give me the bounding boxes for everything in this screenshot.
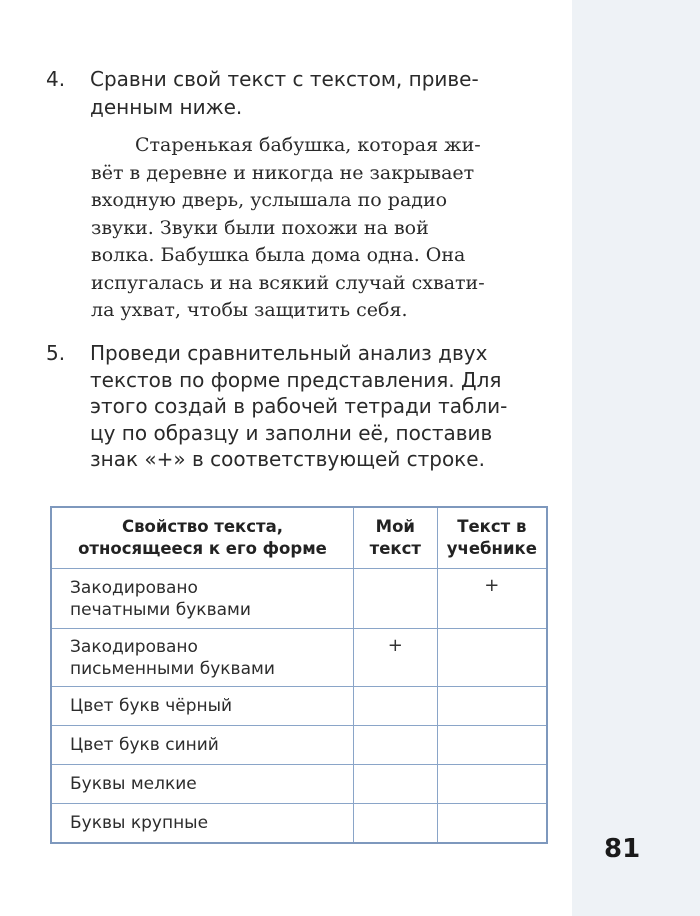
table-row: [51, 687, 547, 726]
textbook-mark-cell: [437, 629, 547, 687]
property-cell: [51, 629, 353, 687]
textbook-mark-cell: [437, 804, 547, 843]
header-property-line-1: Свойство текста,: [121, 517, 283, 536]
task-5-line-4: цу по образцу и заполни её, поставив: [90, 420, 493, 445]
my-text-mark-cell: [353, 569, 437, 629]
task-4-line-2: денным ниже.: [90, 95, 243, 119]
property-line-2: письменными буквами: [70, 658, 275, 679]
header-textbook-line-1: Текст в: [457, 517, 527, 536]
task-4-number: 4.: [46, 67, 66, 91]
table-row: [51, 804, 547, 843]
header-textbook-line-2: учебнике: [446, 539, 537, 558]
page-margin-strip: [572, 0, 700, 916]
task-5-line-1: Проведи сравнительный анализ двух: [90, 341, 488, 365]
property-cell: Буквы мелкие: [51, 765, 353, 804]
task-5-line-5: знак «+» в соответствующей строке.: [90, 447, 485, 471]
textbook-mark-cell: [437, 687, 547, 726]
table-row: [51, 629, 547, 687]
task-5-line-3: этого создай в рабочей тетради табли-: [90, 394, 508, 418]
property-cell: Цвет букв синий: [51, 726, 353, 765]
property-line-1: Закодировано: [70, 577, 198, 598]
header-my-text-line-1: Мой: [375, 517, 415, 536]
sample-text-line-6: испугалась и на всякий случай схвати-: [91, 271, 485, 294]
my-text-mark-cell: [353, 804, 437, 843]
table-row: [51, 726, 547, 765]
table-header-row: [51, 507, 547, 569]
my-text-mark-cell: [353, 726, 437, 765]
header-property: [51, 507, 353, 569]
property-cell: Буквы крупные: [51, 804, 353, 843]
sample-text-line-2: вёт в деревне и никогда не закрывает: [91, 161, 475, 184]
task-5: [46, 340, 556, 480]
table-row: [51, 569, 547, 629]
header-my-text: [353, 507, 437, 569]
my-text-mark-cell: [353, 765, 437, 804]
textbook-mark-cell: +: [437, 569, 547, 629]
header-property-line-2: относящееся к его форме: [78, 539, 327, 558]
sample-text-line-7: ла ухват, чтобы защитить себя.: [91, 299, 408, 321]
textbook-mark-cell: [437, 765, 547, 804]
property-line-1: Закодировано: [70, 636, 198, 657]
sample-text-line-1: Старенькая бабушка, которая жи-: [135, 134, 481, 156]
sample-text-line-3: входную дверь, услышала по радио: [91, 189, 448, 211]
property-cell: [51, 569, 353, 629]
my-text-mark-cell: +: [353, 629, 437, 687]
sample-text-line-4: звуки. Звуки были похожи на вой: [91, 216, 429, 239]
task-5-line-2: текстов по форме представления. Для: [90, 367, 502, 392]
task-4-line-1: Сравни свой текст с текстом, приве-: [90, 67, 479, 91]
header-textbook-text: [437, 507, 547, 569]
page-number: 81: [604, 834, 641, 864]
table-row: [51, 765, 547, 804]
task-4: [46, 66, 556, 126]
header-my-text-line-2: текст: [369, 539, 421, 558]
sample-text-line-5: волка. Бабушка была дома одна. Она: [91, 244, 466, 266]
textbook-mark-cell: [437, 726, 547, 765]
task-5-number: 5.: [46, 341, 66, 365]
property-line-2: печатными буквами: [70, 599, 251, 620]
form-properties-table: [50, 506, 548, 844]
property-cell: Цвет букв чёрный: [51, 687, 353, 726]
my-text-mark-cell: [353, 687, 437, 726]
